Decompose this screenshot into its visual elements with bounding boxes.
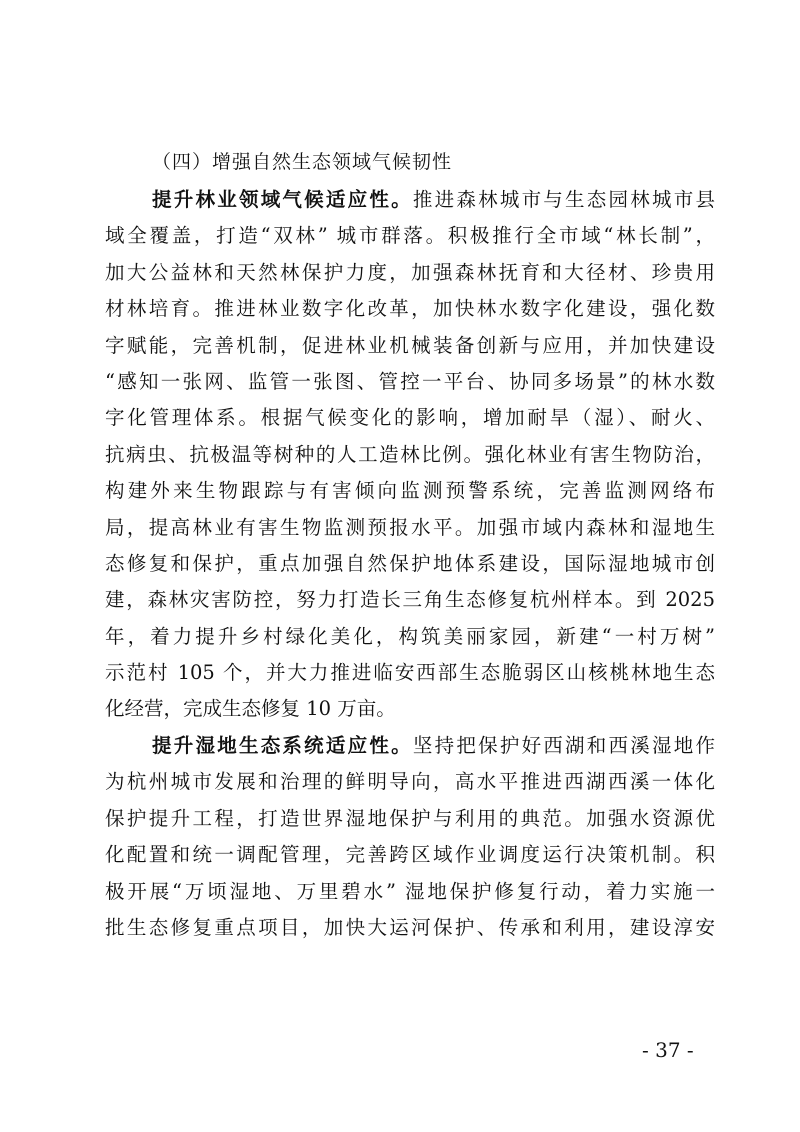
paragraph-line-text: 坚持把保护好西湖和西溪湿地作 [412, 734, 715, 757]
paragraph-line-text: 推进森林城市与生态园林城市县 [412, 188, 715, 211]
paragraph-line: 化经营，完成生态修复 10 万亩。 [105, 697, 396, 721]
paragraph-line: 字赋能，完善机制，促进林业机械装备创新与应用，并加快建设 [105, 333, 715, 357]
paragraph-line: “感知一张网、监管一张图、管控一平台、协同多场景”的林水数 [105, 369, 715, 393]
paragraph-line: 字化管理体系。根据气候变化的影响，增加耐旱（湿）、耐火、 [105, 406, 715, 430]
paragraph-line: 建，森林灾害防控，努力打造长三角生态修复杭州样本。到 2025 [105, 588, 715, 612]
paragraph-line: 为杭州城市发展和治理的鲜明导向，高水平推进西湖西溪一体化 [105, 770, 715, 794]
paragraph-line: 域全覆盖，打造“双林” 城市群落。积极推行全市域“林长制”， [105, 224, 715, 248]
paragraph-line: 批生态修复重点项目，加快大运河保护、传承和利用，建设淳安 [105, 915, 715, 939]
paragraph-line [105, 728, 715, 764]
paragraph-line: 示范村 105 个，并大力推进临安西部生态脆弱区山核桃林地生态 [105, 661, 715, 685]
paragraph-line: 保护提升工程，打造世界湿地保护与利用的典范。加强水资源优 [105, 806, 715, 830]
paragraph-lead: 提升湿地生态系统适应性。 [152, 734, 413, 757]
section-heading: （四）增强自然生态领域气候韧性 [152, 151, 453, 173]
page-number: - 37 - [642, 1038, 694, 1062]
paragraph-line: 态修复和保护，重点加强自然保护地体系建设，国际湿地城市创 [105, 551, 715, 575]
paragraph-line: 局，提高林业有害生物监测预报水平。加强市域内森林和湿地生 [105, 515, 715, 539]
paragraph-line: 年，着力提升乡村绿化美化，构筑美丽家园，新建“一村万树” [105, 624, 715, 648]
paragraph-line: 极开展“万顷湿地、万里碧水” 湿地保护修复行动，着力实施一 [105, 879, 715, 903]
paragraph-wetland [105, 728, 715, 946]
paragraph-line: 抗病虫、抗极温等树种的人工造林比例。强化林业有害生物防治， [105, 442, 715, 466]
paragraph-forestry [105, 182, 715, 728]
paragraph-lead: 提升林业领域气候适应性。 [152, 188, 413, 211]
paragraph-line: 构建外来生物跟踪与有害倾向监测预警系统，完善监测网络布 [105, 479, 715, 503]
paragraph-line: 化配置和统一调配管理，完善跨区域作业调度运行决策机制。积 [105, 843, 715, 867]
paragraph-line: 材林培育。推进林业数字化改革，加快林水数字化建设，强化数 [105, 297, 715, 321]
paragraph-line: 加大公益林和天然林保护力度，加强森林抚育和大径材、珍贵用 [105, 260, 715, 284]
paragraph-line [105, 182, 715, 218]
